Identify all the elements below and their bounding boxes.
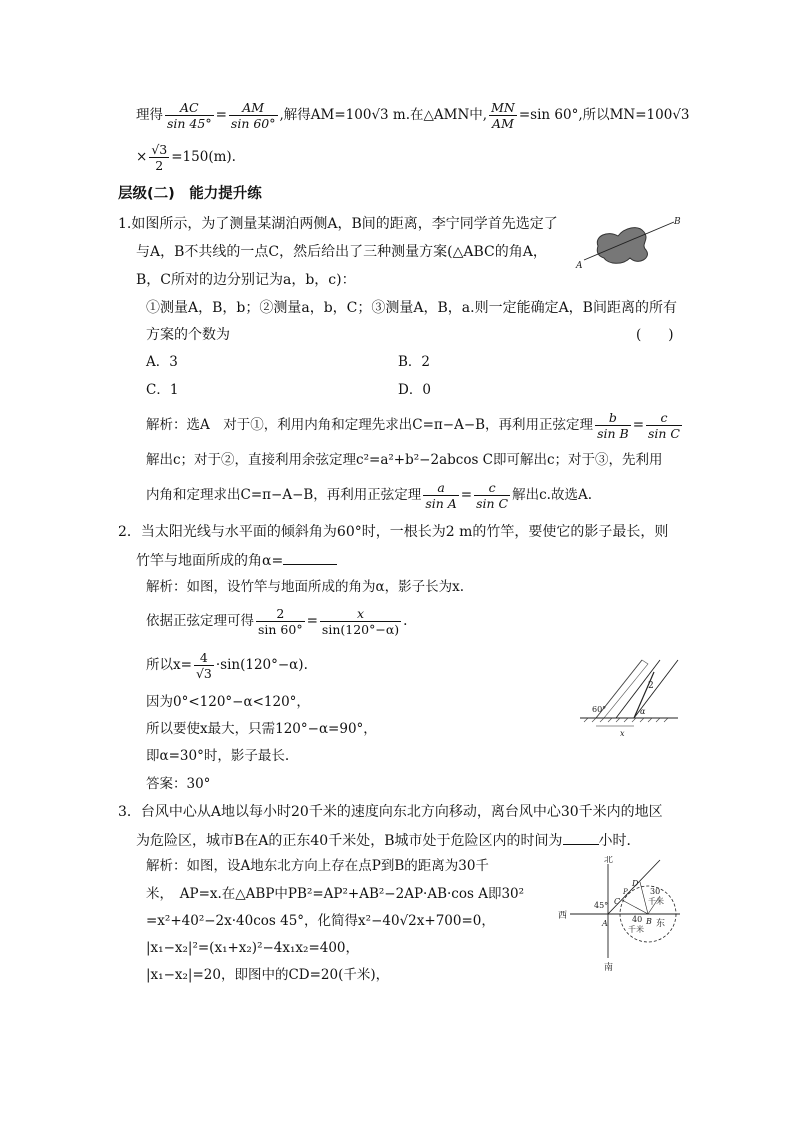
point-b-label: B [646, 917, 652, 926]
q2-solution-line-5: 所以要使x最大，只需120°−α=90°， [146, 721, 377, 737]
q1-solution-line-3: 内角和定理求出C=π−A−B，再利用正弦定理 $\frac{a}{\text{sin A}}$ = $\frac{c}{\text{sin C}}$ 解出c.故选A. [146, 480, 593, 511]
q3-solution-line-1: 解析：如图，设A地东北方向上存在点P到B的距离为30千 [146, 858, 489, 874]
q3-solution-line-5: |x₁−x₂|=20，即图中的CD=20(千米)， [146, 967, 390, 983]
q1-line-3: B，C所对的边分别记为a，b，c)： [136, 272, 356, 288]
bamboo-shadow-figure [578, 658, 688, 738]
q2-solution-line-3: 所以x= $\frac{4}{√3}$ ·sin(120°−α). [146, 650, 308, 681]
q2-solution-line-1: 解析：如图，设竹竿与地面所成的角为α，影子长为x. [146, 579, 465, 595]
q1-solution-line-1: 解析：选A 对于①，利用内角和定理先求出C=π−A−B，再利用正弦定理 $\frac{b}{\text{sin B}}$ = $\frac{c}{\text{sin C}}$ [146, 410, 681, 441]
q1-line-1: 1.如图所示，为了测量某湖泊两侧A，B间的距离，李宁同学首先选定了 [118, 216, 558, 232]
point-a-label: A [602, 919, 608, 928]
fraction: $\frac{AM}{\sin 60^\circ}$ [230, 100, 276, 131]
fraction: $\frac{x}{\sin(120^\circ-\alpha)}$ [321, 606, 400, 637]
q3-line-1: 3．台风中心从A地以每小时20千米的速度向东北方向移动，离台风中心30千米内的地区 [118, 804, 663, 820]
q1-option-c: C．1 [146, 382, 179, 398]
q1-option-d: D．0 [398, 382, 431, 398]
q1-solution-line-2: 解出c；对于②，直接利用余弦定理c²=a²+b²−2abcos C即可解出c；对于③，先利用 [146, 452, 663, 468]
distance-40-label: 40 [632, 915, 643, 924]
lake-figure [574, 214, 694, 276]
point-p-label: P [623, 888, 628, 896]
prev-solution-line-1: 理得 $\frac{AC}{\sin 45^\circ}$ = $\frac{AM}{\sin 60^\circ}$ ,解得AM=100√3 m.在△AMN中, $\frac{MN}{AM}$ =sin 60°,所以MN=100√3 [136, 100, 690, 131]
east-label: 东 [656, 919, 666, 929]
west-label: 西 [558, 911, 568, 921]
q3-solution-line-3: =x²+40²−2x·40cos 45°，化简得x²−40√2x+700=0， [146, 913, 495, 929]
point-c-label: C [614, 897, 621, 906]
q3-solution-line-2: 米， AP=x.在△ABP中PB²=AP²+AB²−2AP·AB·cos A即30² [146, 886, 525, 902]
q2-line-2: 竹竿与地面所成的角α= [136, 550, 337, 571]
fraction: $\frac{b}{\text{sin B}}$ [597, 410, 629, 441]
q1-option-b: B．2 [398, 354, 431, 370]
q2-solution-line-6: 即α=30°时，影子最长. [146, 748, 290, 764]
point-d-label: D [632, 879, 639, 888]
length-2-label: 2 [648, 681, 654, 691]
angle-45-label: 45° [594, 901, 609, 910]
q2-solution-line-4: 因为0°<120°−α<120°， [146, 694, 310, 710]
q2-solution-line-2: 依据正弦定理可得 $\frac{2}{\sin 60^\circ}$ = $\frac{x}{\sin(120^\circ-\alpha)}$ . [146, 606, 408, 637]
prev-solution-line-2: × $\frac{√3}{2}$ =150(m). [136, 142, 236, 173]
fraction: $\frac{c}{\text{sin C}}$ [648, 410, 681, 441]
fraction: $\frac{√3}{2}$ [151, 142, 168, 173]
x-label: x [620, 729, 625, 738]
figure-label-b: B [674, 217, 681, 227]
q3-solution-line-4: |x₁−x₂|²=(x₁+x₂)²−4x₁x₂=400， [146, 940, 360, 956]
q3-line-2: 为危险区，城市B在A的正东40千米处，B城市处于危险区内的时间为 小时． [136, 830, 641, 851]
alpha-label: α [640, 707, 646, 716]
north-label: 北 [604, 856, 614, 865]
fraction: $\frac{4}{√3}$ [195, 650, 212, 681]
q2-line-1: 2．当太阳光线与水平面的倾斜角为60°时，一根长为2 m的竹竿，要使它的影子最长，则 [118, 524, 669, 540]
radius-30-label: 30 [650, 887, 661, 896]
typhoon-figure [556, 856, 686, 976]
fraction: $\frac{MN}{AM}$ [491, 100, 515, 131]
distance-unit-label: 千米 [628, 925, 644, 934]
answer-blank[interactable] [283, 550, 337, 565]
figure-label-a: A [576, 261, 583, 271]
fraction: $\frac{c}{\text{sin C}}$ [476, 480, 509, 511]
q1-answer-paren: ( ) [636, 327, 674, 343]
section-title: 层级(二) 能力提升练 [118, 186, 262, 202]
q1-line-5: 方案的个数为 [146, 327, 230, 343]
q1-line-2: 与A，B不共线的一点C，然后给出了三种测量方案(△ABC的角A， [136, 244, 547, 260]
angle-60-label: 60° [592, 705, 607, 714]
q2-answer: 答案：30° [146, 776, 211, 792]
q1-line-4: ①测量A，B，b；②测量a，b，C；③测量A，B，a.则一定能确定A，B间距离的所有 [146, 300, 677, 316]
fraction: $\frac{2}{\sin 60^\circ}$ [258, 606, 303, 637]
radius-unit-label: 千米 [648, 897, 664, 906]
q1-option-a: A．3 [146, 354, 178, 370]
fraction: $\frac{AC}{\sin 45^\circ}$ [167, 100, 212, 131]
south-label: 南 [604, 963, 614, 973]
answer-blank[interactable] [563, 830, 599, 845]
fraction: $\frac{a}{\text{sin A}}$ [425, 480, 457, 511]
